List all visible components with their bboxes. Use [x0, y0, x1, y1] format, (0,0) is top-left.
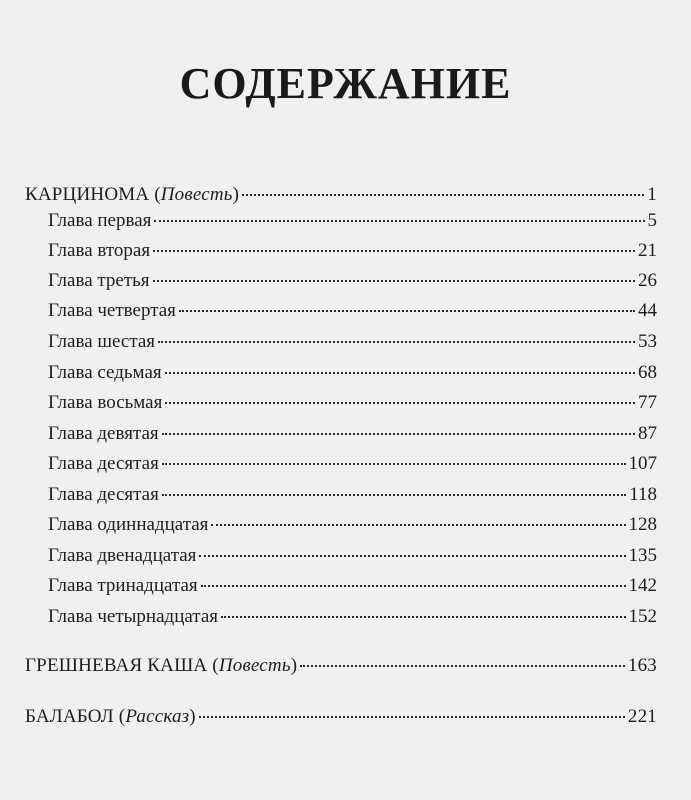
toc-entry-page: 142: [628, 575, 657, 596]
dot-leader: [211, 524, 625, 526]
toc-entry: [48, 298, 657, 324]
toc-entry: [25, 182, 657, 208]
toc-entry-page: 87: [638, 423, 657, 444]
toc-entry: [48, 451, 657, 477]
dot-leader: [199, 716, 625, 718]
toc-entry: [48, 238, 657, 264]
toc-entry: [48, 543, 657, 569]
toc-entry-title: Глава четырнадцатая: [48, 606, 219, 627]
toc-entry-page: 53: [638, 331, 657, 352]
toc-entry-page: 21: [638, 240, 657, 261]
toc-entry-page: 152: [628, 606, 657, 627]
dot-leader: [179, 310, 635, 312]
toc-entry-page: 5: [647, 210, 657, 231]
toc-entry-page: 68: [638, 362, 657, 383]
toc-entry-page: 107: [628, 453, 657, 474]
dot-leader: [162, 494, 626, 496]
dot-leader: [199, 555, 625, 557]
toc-entry: [48, 604, 657, 630]
toc-entry-title: Глава восьмая: [48, 392, 163, 413]
dot-leader: [154, 220, 644, 222]
toc-entry: [48, 208, 657, 234]
toc-entry-title: ГРЕШНЕВАЯ КАША (Повесть): [25, 655, 298, 676]
dot-leader: [221, 616, 625, 618]
dot-leader: [300, 665, 625, 667]
toc-entry: [48, 573, 657, 599]
toc-entry: [48, 482, 657, 508]
toc-entry: [48, 268, 657, 294]
toc-entry-title: Глава десятая: [48, 453, 159, 474]
dot-leader: [153, 250, 635, 252]
toc-entry-title: Глава вторая: [48, 240, 151, 261]
toc-entry-page: 135: [628, 545, 657, 566]
toc-entry-title: Глава десятая: [48, 484, 159, 505]
toc-entry: [25, 653, 657, 679]
toc-entry-page: 128: [628, 514, 657, 535]
dot-leader: [201, 585, 626, 587]
dot-leader: [165, 372, 635, 374]
page-title: СОДЕРЖАНИЕ: [179, 59, 512, 108]
dot-leader: [165, 402, 635, 404]
toc-entry-title: Глава седьмая: [48, 362, 162, 383]
toc-entry: [48, 512, 657, 538]
toc-entry: [48, 360, 657, 386]
toc-entry-page: 1: [647, 184, 657, 205]
toc-entry-title: Глава тринадцатая: [48, 575, 198, 596]
toc-entry-page: 26: [638, 270, 657, 291]
dot-leader: [242, 194, 644, 196]
toc-entry-page: 118: [629, 484, 657, 505]
dot-leader: [153, 280, 635, 282]
toc-entry: [25, 704, 657, 730]
toc-entry-title: Глава одиннадцатая: [48, 514, 209, 535]
toc-entry-title: Глава девятая: [48, 423, 159, 444]
toc-entry: [48, 421, 657, 447]
toc-entry-page: 44: [638, 300, 657, 321]
toc-entry-page: 221: [627, 706, 657, 727]
toc-entry: [48, 390, 657, 416]
toc-entry-title: БАЛАБОЛ (Рассказ): [25, 706, 196, 727]
toc-entry-title: КАРЦИНОМА (Повесть): [25, 184, 240, 205]
dot-leader: [162, 433, 635, 435]
bleed-through-text: [175, 112, 555, 132]
toc-entry-title: Глава третья: [48, 270, 150, 291]
toc-entry-title: Глава первая: [48, 210, 152, 231]
toc-entry-page: 163: [627, 655, 657, 676]
dot-leader: [158, 341, 635, 343]
toc-entry-title: Глава двенадцатая: [48, 545, 197, 566]
dot-leader: [162, 463, 626, 465]
toc-entry-page: 77: [638, 392, 657, 413]
toc-entry-title: Глава четвертая: [48, 300, 176, 321]
toc-entry: [48, 329, 657, 355]
toc-entry-title: Глава шестая: [48, 331, 156, 352]
